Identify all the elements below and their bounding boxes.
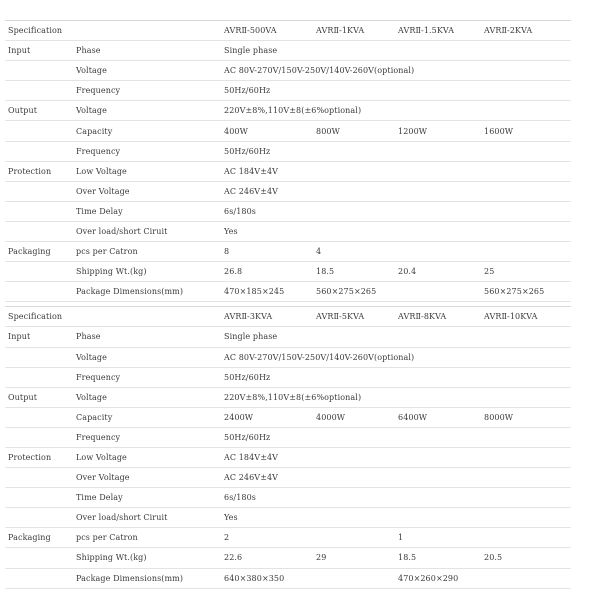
value-cell: 2400W (221, 407, 313, 427)
table-row (5, 568, 571, 588)
value-cell: 640×380×350 (221, 568, 313, 588)
table-row (5, 61, 571, 81)
value-cell: AC 246V±4V (221, 468, 571, 488)
section-label: Protection (5, 161, 73, 181)
table-row (5, 242, 571, 262)
table-row (5, 327, 571, 347)
section-label: Packaging (5, 528, 73, 548)
param-label: Over Voltage (73, 181, 221, 201)
table-header-row (5, 21, 571, 41)
value-cell: 470×260×290 (395, 568, 481, 588)
value-cell: 220V±8%,110V±8(±6%optional) (221, 387, 571, 407)
param-label: Low Voltage (73, 447, 221, 467)
spec-table-1 (5, 20, 571, 302)
value-cell: 560×275×265 (313, 282, 395, 302)
value-cell: 18.5 (395, 548, 481, 568)
param-label: Package Dimensions(mm) (73, 568, 221, 588)
table-row (5, 447, 571, 467)
param-label: Shipping Wt.(kg) (73, 262, 221, 282)
table-row (5, 508, 571, 528)
section-label (5, 221, 73, 241)
value-cell: Single phase (221, 41, 571, 61)
section-label (5, 367, 73, 387)
table-row (5, 161, 571, 181)
value-cell: 470×185×245 (221, 282, 313, 302)
model-name: AVRⅡ-8KVA (395, 307, 481, 327)
param-label: Over Voltage (73, 468, 221, 488)
value-cell: 400W (221, 121, 313, 141)
param-label: pcs per Catron (73, 528, 221, 548)
section-label (5, 141, 73, 161)
section-label (5, 282, 73, 302)
table-row (5, 468, 571, 488)
section-label: Input (5, 41, 73, 61)
value-cell: 22.6 (221, 548, 313, 568)
section-label (5, 262, 73, 282)
param-label: Phase (73, 41, 221, 61)
section-label: Packaging (5, 242, 73, 262)
table-row (5, 407, 571, 427)
value-cell: 8000W (481, 407, 571, 427)
table-row (5, 201, 571, 221)
table-row (5, 221, 571, 241)
value-cell: 1600W (481, 121, 571, 141)
value-cell: 20.5 (481, 548, 571, 568)
param-label: Low Voltage (73, 161, 221, 181)
param-label: Voltage (73, 61, 221, 81)
spec-label: Specification (5, 21, 221, 41)
value-cell: AC 246V±4V (221, 181, 571, 201)
param-label: Phase (73, 327, 221, 347)
table-row (5, 528, 571, 548)
table-row (5, 427, 571, 447)
section-label (5, 568, 73, 588)
param-label: Shipping Wt.(kg) (73, 548, 221, 568)
table-header-row (5, 307, 571, 327)
param-label: Capacity (73, 121, 221, 141)
table-row (5, 367, 571, 387)
value-cell: 50Hz/60Hz (221, 81, 571, 101)
model-name: AVRⅡ-500VA (221, 21, 313, 41)
section-label (5, 61, 73, 81)
value-cell: Single phase (221, 327, 571, 347)
param-label: Frequency (73, 367, 221, 387)
spec-label: Specification (5, 307, 221, 327)
param-label: Capacity (73, 407, 221, 427)
param-label: Over load/short Ciruit (73, 508, 221, 528)
value-cell: 20.4 (395, 262, 481, 282)
value-cell: 6400W (395, 407, 481, 427)
table-row (5, 141, 571, 161)
table-row (5, 81, 571, 101)
value-cell: Yes (221, 508, 571, 528)
section-label (5, 81, 73, 101)
value-cell: AC 80V-270V/150V-250V/140V-260V(optional) (221, 61, 571, 81)
model-name: AVRⅡ-5KVA (313, 307, 395, 327)
value-cell (481, 528, 571, 548)
param-label: Over load/short Ciruit (73, 221, 221, 241)
value-cell: 50Hz/60Hz (221, 141, 571, 161)
section-label: Output (5, 101, 73, 121)
table-row (5, 181, 571, 201)
value-cell: 6s/180s (221, 488, 571, 508)
param-label: Package Dimensions(mm) (73, 282, 221, 302)
model-name: AVRⅡ-3KVA (221, 307, 313, 327)
table-row (5, 41, 571, 61)
value-cell: AC 184V±4V (221, 161, 571, 181)
table-row (5, 488, 571, 508)
param-label: Voltage (73, 387, 221, 407)
value-cell (313, 568, 395, 588)
value-cell: 4 (313, 242, 395, 262)
value-cell: 4000W (313, 407, 395, 427)
table-row (5, 548, 571, 568)
value-cell: 560×275×265 (481, 282, 571, 302)
table-row (5, 387, 571, 407)
spec-table-2 (5, 306, 571, 588)
section-label (5, 181, 73, 201)
section-label (5, 407, 73, 427)
value-cell: 6s/180s (221, 201, 571, 221)
value-cell: Yes (221, 221, 571, 241)
section-label (5, 508, 73, 528)
value-cell (395, 242, 481, 262)
value-cell: 29 (313, 548, 395, 568)
value-cell: 25 (481, 262, 571, 282)
model-name: AVRⅡ-10KVA (481, 307, 571, 327)
section-label: Input (5, 327, 73, 347)
model-name: AVRⅡ-1KVA (313, 21, 395, 41)
param-label: Voltage (73, 347, 221, 367)
table-row (5, 262, 571, 282)
model-name: AVRⅡ-1.5KVA (395, 21, 481, 41)
param-label: Frequency (73, 81, 221, 101)
table-row (5, 347, 571, 367)
value-cell (481, 242, 571, 262)
value-cell: AC 184V±4V (221, 447, 571, 467)
value-cell: 8 (221, 242, 313, 262)
value-cell: 50Hz/60Hz (221, 367, 571, 387)
value-cell (481, 568, 571, 588)
section-label (5, 201, 73, 221)
section-label (5, 121, 73, 141)
section-label (5, 347, 73, 367)
value-cell: 2 (221, 528, 313, 548)
spec-sheet (5, 20, 571, 589)
value-cell: 18.5 (313, 262, 395, 282)
table-row (5, 282, 571, 302)
section-label: Output (5, 387, 73, 407)
param-label: Time Delay (73, 488, 221, 508)
param-label: Voltage (73, 101, 221, 121)
section-label (5, 488, 73, 508)
value-cell (313, 528, 395, 548)
value-cell: 50Hz/60Hz (221, 427, 571, 447)
param-label: Frequency (73, 141, 221, 161)
value-cell: 26.8 (221, 262, 313, 282)
param-label: pcs per Catron (73, 242, 221, 262)
section-label: Protection (5, 447, 73, 467)
section-label (5, 468, 73, 488)
value-cell: 220V±8%,110V±8(±6%optional) (221, 101, 571, 121)
model-name: AVRⅡ-2KVA (481, 21, 571, 41)
param-label: Frequency (73, 427, 221, 447)
param-label: Time Delay (73, 201, 221, 221)
section-label (5, 548, 73, 568)
value-cell: 1200W (395, 121, 481, 141)
table-row (5, 121, 571, 141)
table-row (5, 101, 571, 121)
value-cell: 800W (313, 121, 395, 141)
value-cell: AC 80V-270V/150V-250V/140V-260V(optional) (221, 347, 571, 367)
value-cell: 1 (395, 528, 481, 548)
value-cell (395, 282, 481, 302)
section-label (5, 427, 73, 447)
